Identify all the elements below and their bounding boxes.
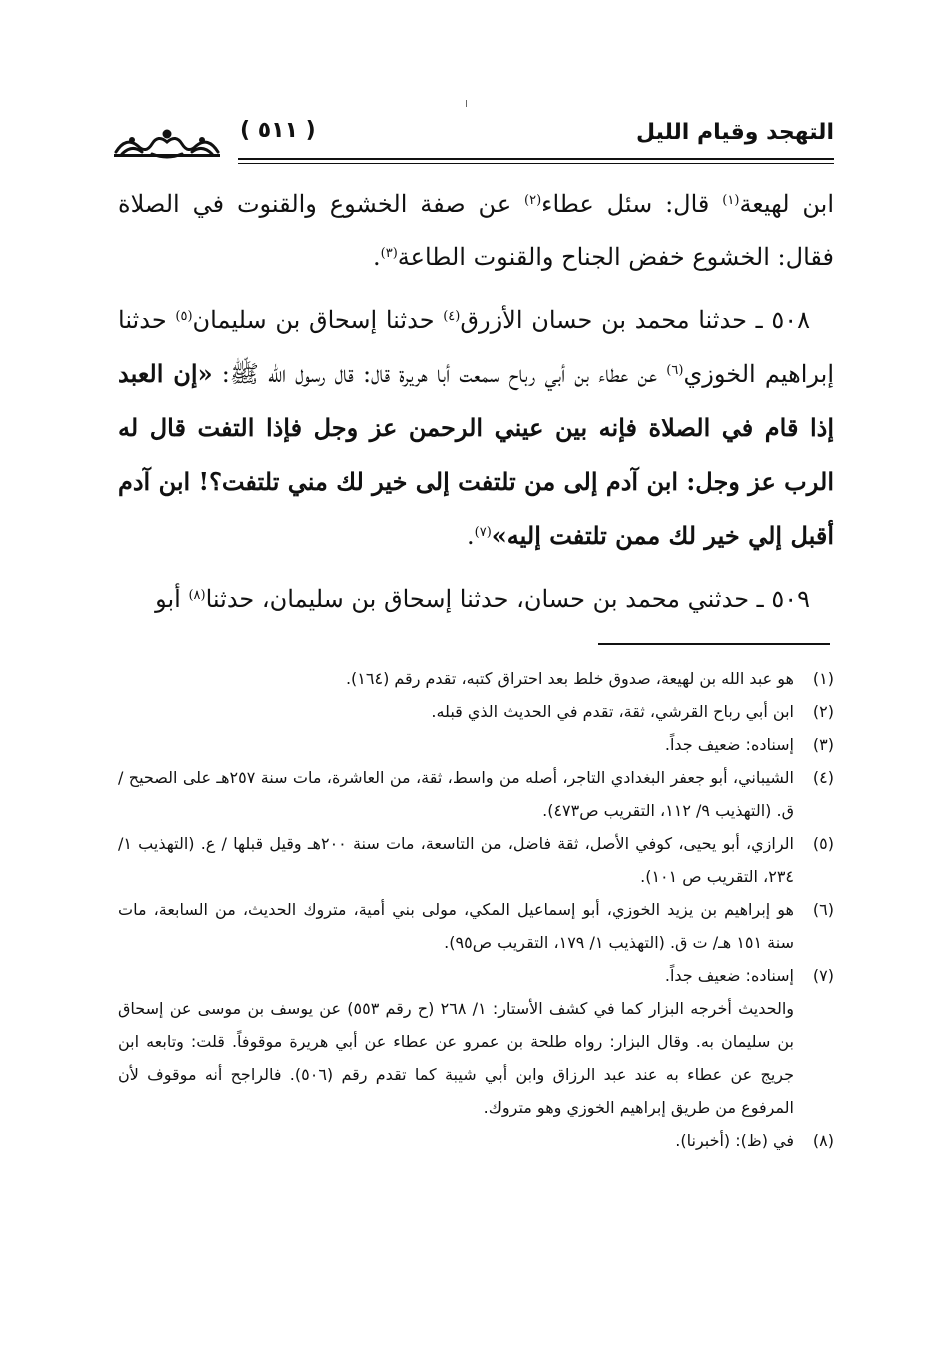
footnote-ref: (٢) — [524, 193, 542, 208]
text-run: عن عطاء بن أبي رباح سمعت أبا هريرة قال: قال رسول الله ﷺ: — [212, 360, 667, 388]
footnote-5 — [118, 827, 834, 893]
footnote-ref: (٣) — [380, 246, 398, 261]
footnote-number: (١) — [812, 669, 834, 688]
footnote-ref: (٥) — [175, 309, 193, 324]
footnote-text: هو إبراهيم بن يزيد الخوزي، أبو إسماعيل المكي، مولى بني أمية، متروك الحديث، من السابعة، مات سنة ١٥١ هـ/ ت ق. (التهذيب ١/ ١٧٩، التقريب ص٩٥). — [118, 900, 794, 952]
text-run: حدثنا إبراهيم الخوزي — [118, 306, 834, 388]
footnote-text: إسناده: ضعيف جداً. — [664, 735, 794, 754]
footnote-7 — [118, 959, 834, 992]
text-run: عن صفة الخشوع والقنوت في الصلاة فقال: الخشوع خفض الجناح والقنوت الطاعة — [118, 190, 834, 271]
page-number: ( ٥١١ ) — [240, 118, 316, 143]
footnote-number: (٢) — [812, 702, 834, 721]
footnote-8 — [118, 1124, 834, 1157]
hadith-508 — [118, 294, 834, 563]
running-header — [112, 118, 834, 158]
footnote-ref: (٤) — [443, 309, 461, 324]
header-title: التهجد وقيام الليل — [635, 120, 834, 145]
footnote-text: الشيباني، أبو جعفر البغدادي التاجر، أصله من واسط، ثقة، من العاشرة، مات سنة ٢٥٧هـ على الصحيح / ق. (التهذيب ٩/ ١١٢، التقريب ص٤٧٣). — [118, 768, 794, 820]
header-rule — [238, 158, 834, 160]
footnote-7-continuation: والحديث أخرجه البزار كما في كشف الأستار: ١/ ٢٦٨ (ح رقم ٥٥٣) عن يوسف بن موسى عن إسحاق بن سليمان به. وقال البزار: رواه طلحة بن عمرو عن عطاء عن أبي هريرة موقوفاً. قلت: وتابعه ابن جريج عن عطاء به عند عبد الرزاق وابن أبي شيبة كما تقدم رقم (٥٠٦). فالراجح أنه موقوف لأن المرفوع من طريق إبراهيم الخوزي وهو متروك. — [118, 999, 795, 1117]
footnote-text: ابن أبي رباح القرشي، ثقة، تقدم في الحديث الذي قبله. — [431, 702, 794, 721]
footnote-1 — [118, 662, 834, 695]
main-text — [118, 178, 834, 636]
text-run: . — [467, 522, 475, 550]
registration-mark — [466, 100, 467, 107]
footnote-number: (٥) — [812, 834, 834, 853]
footnote-separator — [598, 643, 830, 645]
footnote-number: (٨) — [812, 1131, 834, 1150]
hadith-text: «إن العبد إذا قام في الصلاة فإنه بين عيني الرحمن عز وجل فإذا التفت قال له الرب عز وجل: ابن آدم إلى من تلتفت إلى خير لك مني تلتفت؟! ابن آدم أقبل إلي خير لك ممن تلتفت إليه» — [118, 359, 834, 550]
text-run: ابن لهيعة — [739, 190, 835, 218]
text-run: أبو — [155, 585, 189, 613]
footnote-text: في (ظ): (أخبرنا). — [675, 1131, 794, 1150]
paragraph-1 — [118, 178, 834, 284]
footnote-text: هو عبد الله بن لهيعة، صدوق خلط بعد احتراق كتبه، تقدم رقم (١٦٤). — [345, 669, 794, 688]
text-run: ٥٠٩ ـ حدثني محمد بن حسان، حدثنا إسحاق بن سليمان، حدثنا — [205, 585, 810, 613]
footnote-6 — [118, 893, 834, 959]
text-run: ٥٠٨ ـ حدثنا محمد بن حسان الأزرق — [460, 306, 810, 334]
text-run: حدثنا إسحاق بن سليمان — [192, 306, 444, 334]
footnote-text: إسناده: ضعيف جداً. — [664, 966, 794, 985]
footnote-ref: (٧) — [474, 525, 492, 540]
hadith-509 — [118, 573, 834, 626]
footnotes — [118, 662, 834, 1157]
footnote-number: (٤) — [812, 768, 834, 787]
footnote-ref: (٦) — [666, 363, 684, 378]
footnote-number: (٦) — [812, 900, 834, 919]
ornament-icon — [112, 126, 222, 160]
footnote-ref: (١) — [722, 193, 740, 208]
footnote-number: (٧) — [812, 966, 834, 985]
header-rule-thin — [238, 163, 834, 164]
text-run: . — [373, 243, 381, 271]
footnote-number: (٣) — [812, 735, 834, 754]
footnote-text: الرازي، أبو يحيى، كوفي الأصل، ثقة فاضل، من التاسعة، مات سنة ٢٠٠هـ وقيل قبلها / ع. (التهذيب ١/ ٢٣٤، التقريب ص ١٠١). — [118, 834, 794, 886]
footnote-ref: (٨) — [188, 588, 206, 603]
text-run: قال: سئل عطاء — [541, 190, 723, 218]
footnote-4 — [118, 761, 834, 827]
footnote-2 — [118, 695, 834, 728]
footnote-3 — [118, 728, 834, 761]
